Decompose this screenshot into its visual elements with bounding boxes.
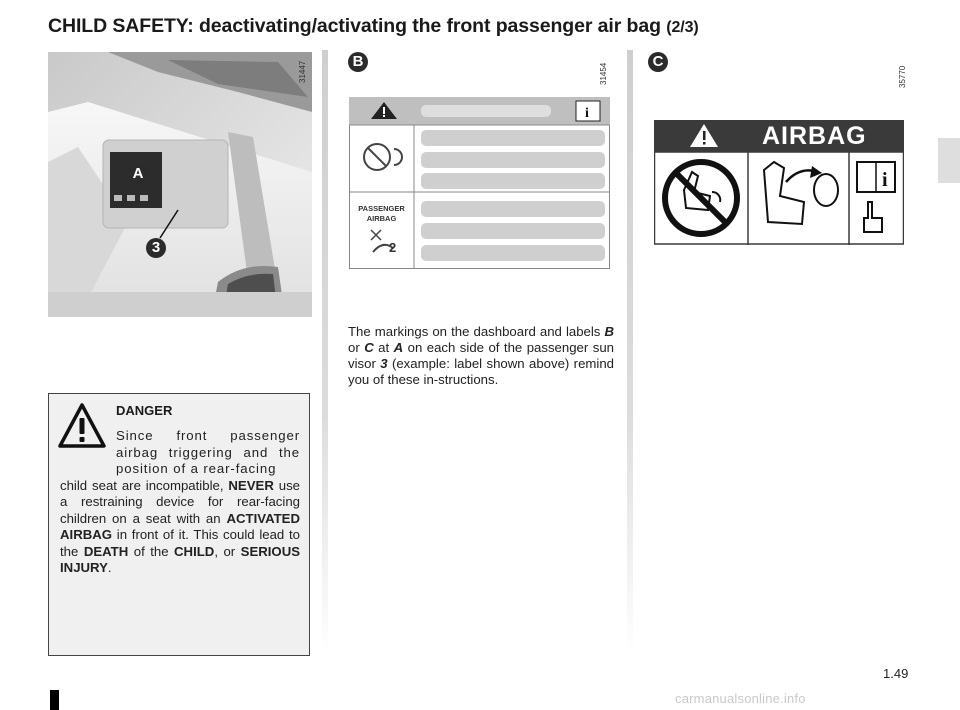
para-label-a: A xyxy=(393,340,404,355)
markings-paragraph xyxy=(348,324,614,388)
column-separator-2 xyxy=(627,50,633,655)
danger-body xyxy=(60,428,300,577)
para-label-c: C xyxy=(364,340,374,355)
airbag-banner-text: AIRBAG xyxy=(762,122,867,150)
watermark: carmanualsonline.info xyxy=(675,691,806,706)
svg-text:i: i xyxy=(882,169,888,191)
danger-text-1: child seat are incompatible, xyxy=(60,477,229,493)
figure-code-31454: 31454 xyxy=(599,62,608,85)
danger-never: NEVER xyxy=(228,477,274,493)
title-text: CHILD SAFETY: deactivating/activating the front passenger air bag xyxy=(48,15,661,37)
danger-continued-text xyxy=(60,478,300,577)
page-title xyxy=(48,15,699,38)
para-text-2: or xyxy=(348,340,365,355)
page-edge-mark xyxy=(50,690,59,710)
label-b xyxy=(349,97,610,269)
passenger-text: PASSENGER xyxy=(358,204,405,213)
danger-text-6: . xyxy=(107,560,112,575)
para-text-4: on each side of the passenger sun visor xyxy=(348,340,614,371)
figure-letter-b: B xyxy=(348,52,368,72)
passenger-airbag-text xyxy=(349,204,414,224)
danger-text-3: in front of it. This could lead to the xyxy=(60,527,300,559)
column-separator-1 xyxy=(322,50,328,655)
para-text-3: at xyxy=(373,340,394,355)
danger-text-5: , or xyxy=(214,543,241,559)
page-number: 1.49 xyxy=(883,666,909,681)
danger-text-2: use a restraining device for rear-facing children on a seat with an xyxy=(60,477,301,526)
airbag-text: AIRBAG xyxy=(366,214,397,223)
figure-letter-c: C xyxy=(648,52,668,72)
danger-box xyxy=(48,393,310,656)
svg-text:i: i xyxy=(585,106,589,121)
airbag-icon-digit: 2 xyxy=(389,240,397,255)
figure-code-31447: 31447 xyxy=(298,60,307,83)
label-c xyxy=(654,120,904,245)
sun-visor-photo xyxy=(48,52,312,317)
para-text-1: The markings on the dashboard and labels xyxy=(348,324,605,339)
sun-visor-illustration xyxy=(48,52,312,317)
danger-activated-airbag: ACTIVATED AIRBAG xyxy=(60,510,300,542)
title-part: (2/3) xyxy=(666,19,699,36)
para-text-5: (example: label shown above) remind you of these in-structions. xyxy=(348,356,614,387)
danger-indent-text: Since front passenger airbag triggering and the position of a rear-facing xyxy=(116,428,300,476)
danger-serious-injury: SERIOUS INJURY xyxy=(60,543,301,575)
para-label-3: 3 xyxy=(380,356,388,371)
danger-text-4: of the xyxy=(128,543,175,559)
figure-code-35770: 35770 xyxy=(898,65,907,88)
danger-heading: DANGER xyxy=(116,403,173,418)
callout-3: 3 xyxy=(146,238,166,258)
section-tab xyxy=(938,138,960,183)
danger-death: DEATH xyxy=(83,543,129,559)
danger-child: CHILD xyxy=(174,543,215,559)
para-label-b: B xyxy=(604,324,614,339)
callout-a: A xyxy=(128,164,148,184)
